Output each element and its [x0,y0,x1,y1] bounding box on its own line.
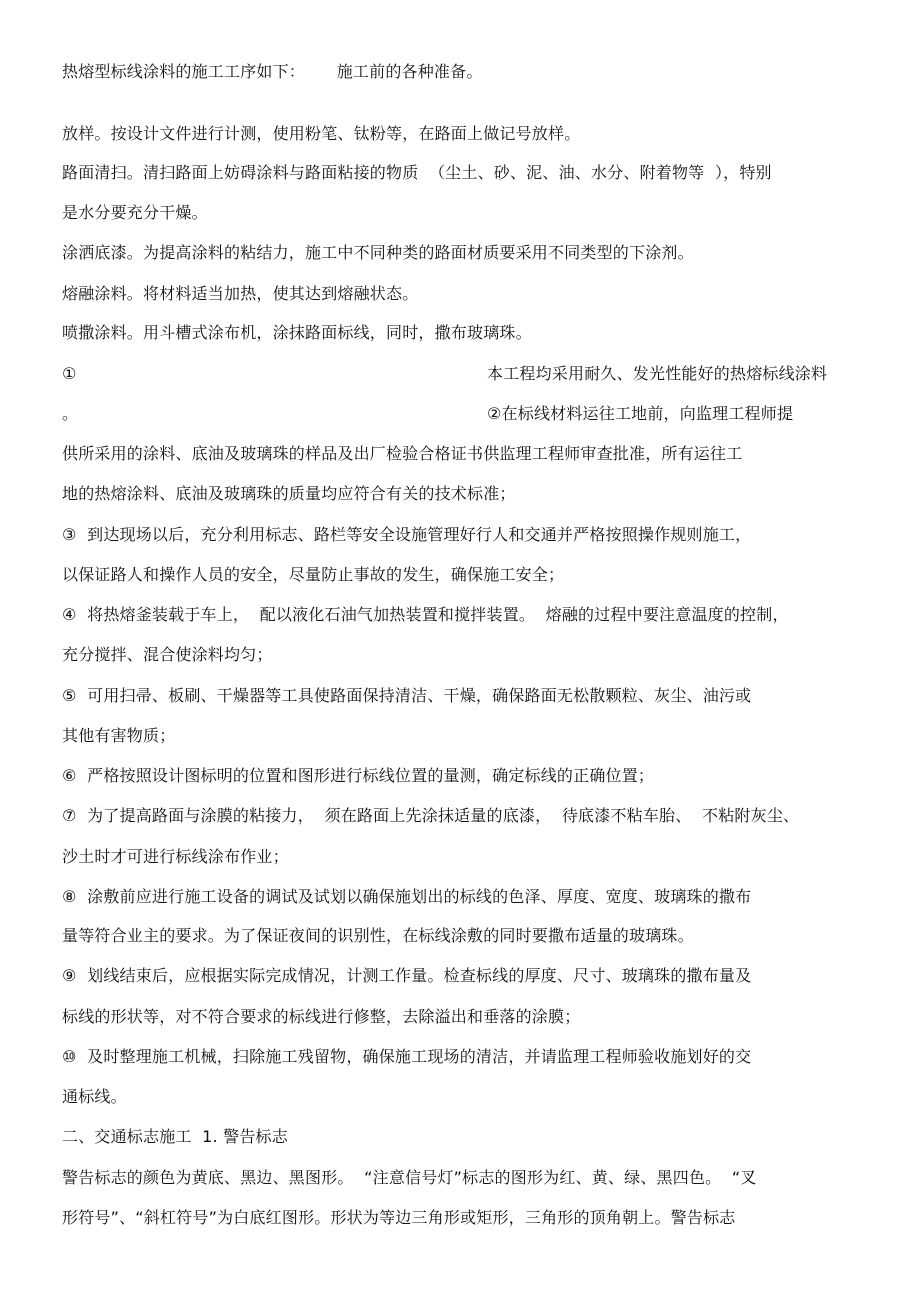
text-line: 是水分要充分干燥。 [62,203,208,222]
text-line: ⑦ 为了提高路面与涂膜的粘接力， 须在路面上先涂抹适量的底漆， 待底漆不粘车胎、 不粘附灰尘、 [62,806,800,825]
text-line: 量等符合业主的要求。为了保证夜间的识别性，在标线涂敷的同时要撒布适量的玻璃珠。 [62,926,694,945]
text-line: ③ 到达现场以后，充分利用标志、路栏等安全设施管理好行人和交通并严格按照操作规则施工， [62,525,752,544]
text-line: 标线的形状等，对不符合要求的标线进行修整，去除溢出和垂落的涂膜； [62,1007,581,1026]
text-line: ⑨ 划线结束后，应根据实际完成情况，计测工作量。检查标线的厚度、尺寸、玻璃珠的撒布量及 [62,966,752,985]
text-line: 放样。按设计文件进行计测，使用粉笔、钛粉等，在路面上做记号放样。 [62,124,581,143]
text-line: 形符号”、“斜杠符号”为白底红图形。形状为等边三角形或矩形，三角形的顶角朝上。警告标志 [62,1208,736,1227]
text-line: 以保证路人和操作人员的安全，尽量防止事故的发生，确保施工安全； [62,565,565,584]
text-line: ⑤ 可用扫帚、板刷、干燥器等工具使路面保持清洁、干燥，确保路面无松散颗粒、灰尘、油污或 [62,686,752,705]
text-line: 涂洒底漆。为提高涂料的粘结力，施工中不同种类的路面材质要采用不同类型的下涂剂。 [62,243,694,262]
text-line: 喷撒涂料。用斗槽式涂布机，涂抹路面标线，同时，撒布玻璃珠。 [62,323,532,342]
text-segment: 。 [62,404,79,423]
text-line: ⑩ 及时整理施工机械，扫除施工残留物，确保施工现场的清洁，并请监理工程师验收施划好的交 [62,1047,752,1066]
item-marker-1: ① [62,364,77,383]
text-line: ⑧ 涂敷前应进行施工设备的调试及试划以确保施划出的标线的色泽、厚度、宽度、玻璃珠的撒布 [62,887,752,906]
text-line: ⑥ 严格按照设计图标明的位置和图形进行标线位置的量测，确定标线的正确位置； [62,766,655,785]
text-line: 警告标志的颜色为黄底、黑边、黑图形。 “注意信号灯”标志的图形为红、黄、绿、黑四色。 “叉 [62,1168,757,1187]
text-line: 沙土时才可进行标线涂布作业； [62,847,289,866]
text-segment: 本工程均采用耐久、发光性能好的热熔标线涂料 [487,364,828,383]
text-line: 供所采用的涂料、底油及玻璃珠的样品及出厂检验合格证书供监理工程师审查批准，所有运往工 [62,444,743,463]
text-line: 熔融涂料。将材料适当加热，使其达到熔融状态。 [62,284,419,303]
text-line: 路面清扫。清扫路面上妨碍涂料与路面粘接的物质 （尘土、砂、泥、油、水分、附着物等 ），特别 [62,163,772,182]
text-line: 热熔型标线涂料的施工工序如下： 施工前的各种准备。 [62,62,483,81]
text-segment: ②在标线材料运往工地前，向监理工程师提 [487,404,794,423]
text-line: 通标线。 [62,1087,127,1106]
text-line: 充分搅拌、混合使涂料均匀； [62,645,273,664]
section-heading: 二、交通标志施工 1. 警告标志 [62,1127,288,1146]
text-line: 其他有害物质； [62,726,176,745]
text-line: ④ 将热熔釜装载于车上， 配以液化石油气加热装置和搅拌装置。 熔融的过程中要注意温度的控制， [62,605,789,624]
text-line: 地的热熔涂料、底油及玻璃珠的质量均应符合有关的技术标准； [62,484,516,503]
